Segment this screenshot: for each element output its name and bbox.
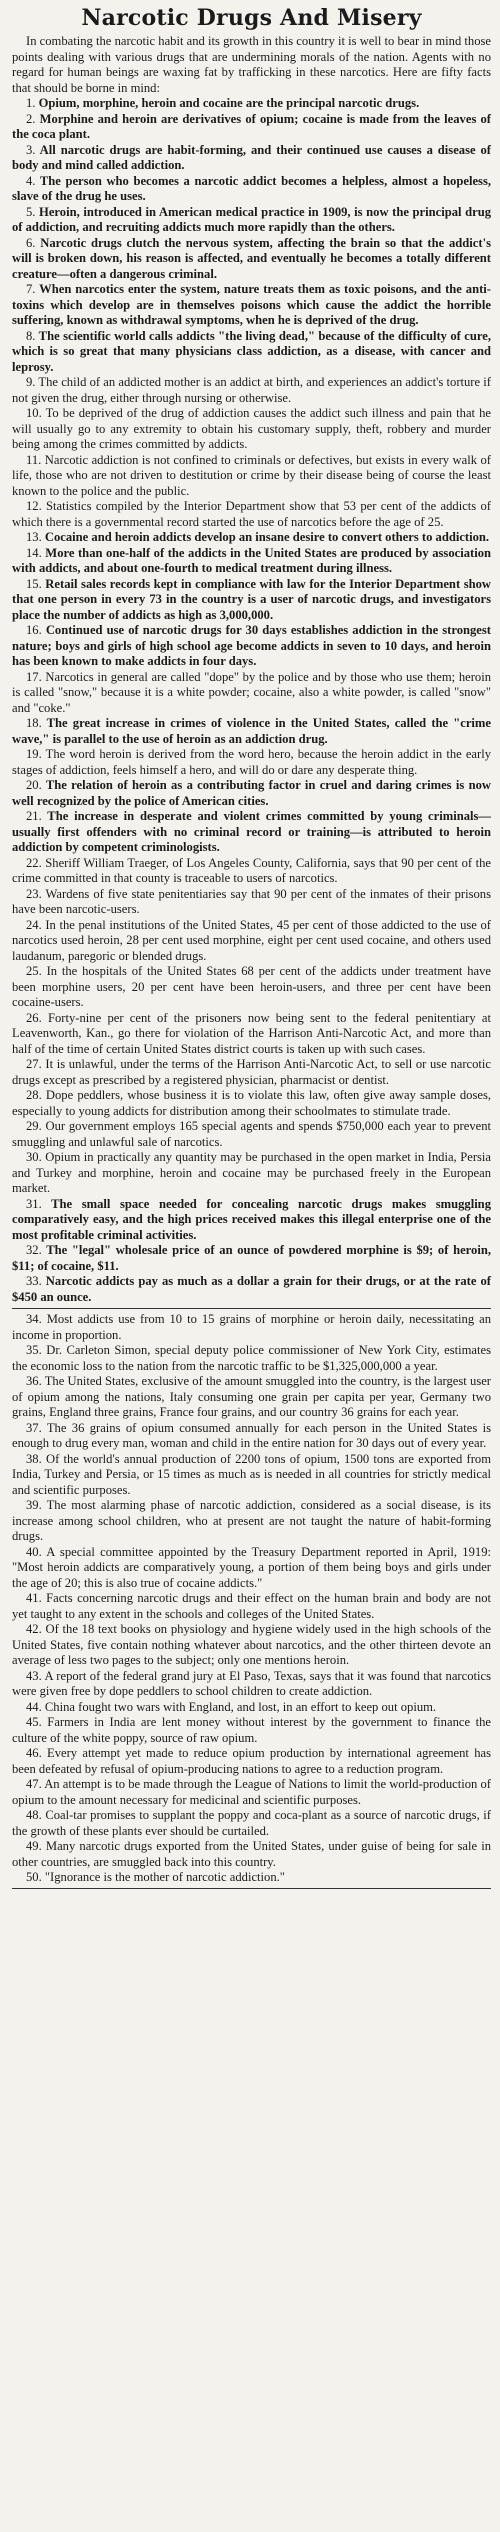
fact-number: 23.	[26, 886, 42, 901]
fact-number: 9.	[26, 375, 36, 389]
fact-number: 14.	[26, 545, 42, 560]
fact-text: A report of the federal grand jury at El Paso, Texas, says that it was found that narcotics were given free by dope peddlers to school children to create addiction.	[12, 1668, 491, 1698]
column-divider-rule	[12, 1308, 491, 1309]
fact-item	[12, 1343, 491, 1374]
fact-number: 4.	[26, 173, 36, 188]
fact-text: "Ignorance is the mother of narcotic addiction."	[41, 1870, 285, 1884]
article-title: Narcotic Drugs And Misery	[81, 5, 422, 31]
fact-item	[12, 1839, 491, 1870]
fact-text: A special committee appointed by the Treasury Department reported in April, 1919: "Most heroin addicts are comparatively young, a portion of them being boys and girls under the age of 20; this is also true of cocaine addicts."	[12, 1544, 491, 1590]
fact-text: Forty-nine per cent of the prisoners now being sent to the federal penitentiary at Leavenworth, Kan., go there for violation of the Harrison Anti-Narcotic Act, and more than half of the time of certain United States district courts is taken up with such cases.	[12, 1010, 491, 1056]
fact-item	[12, 143, 491, 174]
fact-number: 6.	[26, 235, 36, 250]
fact-number: 33.	[26, 1274, 42, 1288]
fact-text: Continued use of narcotic drugs for 30 days establishes addiction in the strongest nature; boys and girls of high school age become addicts in seven to 10 days, and heroin has been known to make addicts in four days.	[12, 623, 491, 668]
fact-item	[12, 1700, 491, 1716]
fact-item	[12, 375, 491, 406]
fact-text: Of the world's annual production of 2200 tons of opium, 1500 tons are exported from India, Turkey and Persia, or 15 times as much as is needed in all countries for strictly medical and scientific purposes.	[12, 1451, 491, 1497]
fact-text: Dope peddlers, whose business it is to violate this law, often give away sample doses, especially to young addicts for distribution among their schoolmates to stimulate trade.	[12, 1088, 491, 1118]
fact-text: Most addicts use from 10 to 15 grains of morphine or heroin daily, necessitating an income in proportion.	[12, 1312, 491, 1342]
fact-number: 21.	[26, 809, 42, 823]
fact-text: The "legal" wholesale price of an ounce of powdered morphine is $9; of heroin, $11; of cocaine, $11.	[12, 1243, 491, 1273]
fact-text: When narcotics enter the system, nature treats them as toxic poisons, and the anti-toxins which develop are in themselves poisons which cause the addict the horrible suffering, known as withdrawal symptoms, when he is deprived of the drug.	[12, 282, 491, 327]
fact-text: Sheriff William Traeger, of Los Angeles County, California, says that 90 per cent of the crime committed in that county is traceable to users of narcotics.	[12, 855, 491, 885]
fact-item	[12, 778, 491, 809]
fact-number: 39.	[26, 1498, 42, 1512]
fact-text: Narcotics in general are called "dope" by the police and by those who use them; heroin is called "snow," because it is a white powder; cocaine, also a white powder, is called "snow" and "coke."	[12, 669, 491, 715]
fact-number: 11.	[26, 452, 42, 467]
fact-item	[12, 1011, 491, 1058]
fact-text: The child of an addicted mother is an addict at birth, and experiences an addict's torture if not given the drug, either through nursing or otherwise.	[12, 375, 491, 405]
fact-text: Heroin, introduced in American medical practice in 1909, is now the principal drug of addiction, and recruiting addicts much more rapidly than the others.	[12, 204, 491, 234]
fact-item	[12, 887, 491, 918]
fact-item	[12, 918, 491, 965]
fact-number: 45.	[26, 1715, 42, 1729]
fact-number: 20.	[26, 778, 42, 792]
fact-number: 27.	[26, 1057, 42, 1071]
fact-item	[12, 1274, 491, 1305]
fact-text: The 36 grains of opium consumed annually for each person in the United States is enough to drug every man, woman and child in the entire nation for 30 days out of every year.	[12, 1420, 491, 1450]
fact-item	[12, 174, 491, 205]
fact-item	[12, 96, 491, 112]
fact-number: 5.	[26, 204, 36, 219]
fact-item	[12, 530, 491, 546]
facts-list-part-1	[12, 96, 491, 1305]
fact-item	[12, 1622, 491, 1669]
fact-text: The most alarming phase of narcotic addiction, considered as a social disease, is its increase among school children, who at present are not taught the nature of habit-forming drugs.	[12, 1498, 491, 1543]
fact-item	[12, 1545, 491, 1592]
fact-item	[12, 1243, 491, 1274]
fact-item	[12, 1057, 491, 1088]
fact-text: The increase in desperate and violent crimes committed by young criminals—usually first offenders with no criminal record or training—is attributed to heroin addiction by competent criminologists.	[12, 809, 491, 854]
fact-text: Coal-tar promises to supplant the poppy and coca-plant as a source of narcotic drugs, if the growth of these plants ever should be curtailed.	[12, 1808, 491, 1838]
fact-number: 24.	[26, 917, 42, 932]
fact-text: Of the 18 text books on physiology and hygiene widely used in the high schools of the United States, five contain nothing whatever about narcotics, and the other thirteen devote an average of less two pages to the subject; only one mentions heroin.	[12, 1622, 491, 1667]
fact-text: It is unlawful, under the terms of the Harrison Anti-Narcotic Act, to sell or use narcotic drugs except as prescribed by a registered physician, pharmacist or dentist.	[12, 1057, 491, 1087]
fact-item	[12, 1591, 491, 1622]
fact-number: 13.	[26, 530, 42, 544]
fact-text: Retail sales records kept in compliance with law for the Interior Department show that one person in every 73 in the country is a user of narcotic drugs, and investigators place the number of addicts as high as 3,000,000.	[12, 576, 491, 622]
fact-number: 30.	[26, 1150, 42, 1164]
fact-number: 12.	[26, 499, 42, 513]
fact-number: 49.	[26, 1839, 42, 1853]
fact-number: 32.	[26, 1243, 42, 1257]
fact-text: The relation of heroin as a contributing factor in cruel and daring crimes is now well recognized by the police of American cities.	[12, 778, 491, 808]
fact-text: Opium in practically any quantity may be purchased in the open market in India, Persia and Turkey and morphine, heroin and cocaine may be purchased freely in the European market.	[12, 1150, 491, 1195]
fact-number: 2.	[26, 111, 36, 126]
fact-number: 34.	[26, 1312, 42, 1326]
fact-number: 36.	[26, 1374, 42, 1388]
fact-number: 35.	[26, 1343, 42, 1357]
bottom-rule	[12, 1888, 491, 1889]
fact-number: 10.	[26, 406, 42, 420]
fact-number: 15.	[26, 576, 42, 591]
fact-number: 28.	[26, 1088, 42, 1102]
fact-text: More than one-half of the addicts in the United States are produced by association with addicts, and about one-fourth to medical treatment during illness.	[12, 545, 491, 575]
fact-text: Dr. Carleton Simon, special deputy police commissioner of New York City, estimates the economic loss to the nation from the narcotic traffic to be $1,325,000,000 a year.	[12, 1343, 491, 1373]
fact-text: An attempt is to be made through the League of Nations to limit the world-production of opium to the amount necessary for medicinal and scientific purposes.	[12, 1777, 491, 1807]
fact-item	[12, 329, 491, 376]
fact-item	[12, 1421, 491, 1452]
fact-number: 43.	[26, 1668, 42, 1683]
fact-item	[12, 499, 491, 530]
fact-item	[12, 205, 491, 236]
fact-text: The small space needed for concealing narcotic drugs makes smuggling comparatively easy, and the high prices received makes this illegal enterprise one of the most profitable criminal activities.	[12, 1196, 491, 1242]
facts-list-part-2	[12, 1312, 491, 1886]
fact-text: Cocaine and heroin addicts develop an insane desire to convert others to addiction.	[41, 530, 490, 544]
fact-text: The word heroin is derived from the word hero, because the heroin addict in the early stages of addiction, feels himself a hero, and will do or dare any desperate thing.	[12, 747, 491, 777]
fact-text: In the penal institutions of the United States, 45 per cent of those addicted to the use of narcotics used heroin, 28 per cent used morphine, eight per cent used cocaine, and others used laudanum, paregoric or blended drugs.	[12, 917, 491, 963]
fact-number: 7.	[26, 282, 36, 296]
fact-item	[12, 453, 491, 500]
fact-number: 19.	[26, 747, 42, 761]
fact-text: Facts concerning narcotic drugs and their effect on the human brain and body are not yet taught to any extent in the schools and colleges of the United States.	[12, 1591, 491, 1621]
fact-item	[12, 1312, 491, 1343]
fact-number: 38.	[26, 1451, 42, 1466]
fact-number: 48.	[26, 1808, 42, 1822]
fact-item	[12, 1119, 491, 1150]
fact-text: All narcotic drugs are habit-forming, and their continued use causes a disease of body and mind called addiction.	[12, 142, 491, 172]
fact-item	[12, 1808, 491, 1839]
fact-item	[12, 546, 491, 577]
fact-text: The United States, exclusive of the amount smuggled into the country, is the largest user of opium among the nations, Italy consuming one grain per capita per year, Germany two grains, England three grains, France four grains, and our country 36 grains for each year.	[12, 1374, 491, 1419]
fact-text: The great increase in crimes of violence in the United States, called the "crime wave," is parallel to the use of heroin as an addiction drug.	[12, 716, 491, 746]
fact-item	[12, 716, 491, 747]
article-intro: In combating the narcotic habit and its growth in this country it is well to bear in mind those points dealing with various drugs that are undermining morals of the nation. Agents with no regard for human beings are waxing fat by trafficking in these narcotics. Here are fifty facts that should be borne in mind:	[12, 34, 491, 95]
fact-item	[12, 856, 491, 887]
fact-number: 29.	[26, 1119, 42, 1133]
fact-item	[12, 1197, 491, 1244]
fact-text: Every attempt yet made to reduce opium production by international agreement has been defeated by refusal of opium-producing nations to agree to a reduction program.	[12, 1746, 491, 1776]
fact-number: 44.	[26, 1699, 42, 1714]
fact-item	[12, 577, 491, 624]
fact-number: 31.	[26, 1196, 42, 1211]
fact-text: The scientific world calls addicts "the living dead," because of the difficulty of cure, which is so great that many physicians class addiction, as a disease, with cancer and leprosy.	[12, 328, 491, 374]
fact-item	[12, 1374, 491, 1421]
fact-number: 17.	[26, 669, 42, 684]
fact-number: 1.	[26, 96, 36, 110]
fact-item	[12, 1870, 491, 1886]
fact-item	[12, 1088, 491, 1119]
fact-text: Farmers in India are lent money without interest by the government to finance the culture of the white poppy, source of raw opium.	[12, 1715, 491, 1745]
fact-item	[12, 1746, 491, 1777]
fact-item	[12, 964, 491, 1011]
fact-item	[12, 1150, 491, 1197]
fact-number: 3.	[26, 142, 36, 157]
fact-item	[12, 809, 491, 856]
fact-number: 41.	[26, 1591, 42, 1605]
fact-text: Wardens of five state penitentiaries say that 90 per cent of the inmates of their prisons have been narcotic-users.	[12, 886, 491, 916]
fact-item	[12, 1715, 491, 1746]
fact-text: Statistics compiled by the Interior Department show that 53 per cent of the addicts of which there is a governmental record started the use of narcotics before the age of 25.	[12, 499, 491, 529]
fact-number: 25.	[26, 964, 42, 978]
fact-number: 40.	[26, 1544, 42, 1559]
fact-number: 42.	[26, 1622, 42, 1636]
fact-item	[12, 1498, 491, 1545]
fact-text: Morphine and heroin are derivatives of opium; cocaine is made from the leaves of the coca plant.	[12, 111, 491, 141]
fact-number: 50.	[26, 1870, 42, 1884]
fact-number: 16.	[26, 623, 42, 637]
fact-number: 8.	[26, 328, 36, 343]
fact-item	[12, 1452, 491, 1499]
fact-text: China fought two wars with England, and lost, in an effort to keep out opium.	[41, 1699, 437, 1714]
fact-text: Opium, morphine, heroin and cocaine are the principal narcotic drugs.	[35, 96, 420, 110]
fact-text: Narcotic drugs clutch the nervous system, affecting the brain so that the addict's will is broken down, his reason is affected, and eventually he becomes a totally different creature—often a dangerous criminal.	[12, 235, 491, 281]
fact-number: 26.	[26, 1010, 42, 1025]
fact-text: Narcotic addiction is not confined to criminals or defectives, but exists in every walk of life, those who are not driven to destitution or crime by their disease being of course the least known to the police and the public.	[12, 452, 491, 498]
fact-number: 22.	[26, 855, 42, 870]
fact-item	[12, 623, 491, 670]
fact-item	[12, 1777, 491, 1808]
fact-text: Narcotic addicts pay as much as a dollar a grain for their drugs, or at the rate of $450 an ounce.	[12, 1274, 491, 1304]
fact-text: Many narcotic drugs exported from the United States, under guise of being for sale in other countries, are smuggled back into this country.	[12, 1839, 491, 1869]
fact-text: In the hospitals of the United States 68 per cent of the addicts under treatment have been morphine users, 20 per cent have been heroin-users, and three per cent have been cocaine-users.	[12, 964, 491, 1009]
fact-text: To be deprived of the drug of addiction causes the addict such illness and pain that he will usually go to any extremity to obtain his customary supply, theft, robbery and murder being among the crimes committed by addicts.	[12, 406, 491, 451]
fact-item	[12, 670, 491, 717]
fact-item	[12, 1669, 491, 1700]
fact-number: 37.	[26, 1420, 42, 1435]
fact-item	[12, 406, 491, 453]
fact-number: 18.	[26, 716, 42, 730]
fact-item	[12, 747, 491, 778]
fact-number: 46.	[26, 1746, 42, 1760]
fact-item	[12, 282, 491, 329]
fact-text: The person who becomes a narcotic addict becomes a helpless, almost a hopeless, slave of the drug he uses.	[12, 173, 491, 203]
fact-text: Our government employs 165 special agents and spends $750,000 each year to prevent smuggling and unlawful sale of narcotics.	[12, 1119, 491, 1149]
fact-number: 47.	[26, 1777, 42, 1791]
fact-item	[12, 236, 491, 283]
fact-item	[12, 112, 491, 143]
